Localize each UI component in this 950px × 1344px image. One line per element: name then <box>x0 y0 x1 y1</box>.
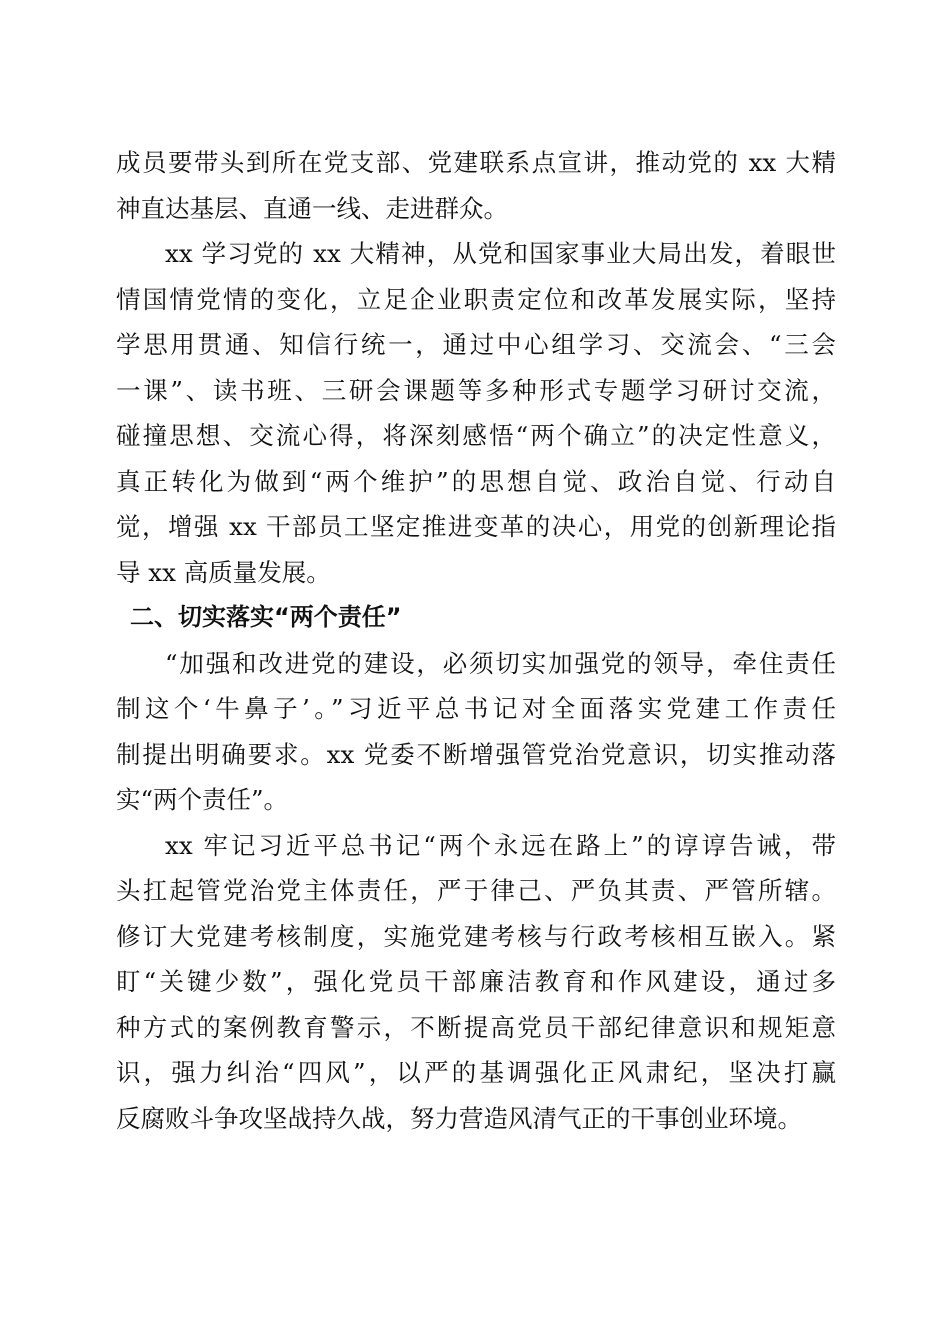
text-line: 盯“关键少数”，强化党员干部廉洁教育和作风建设，通过多 <box>116 967 836 996</box>
text-line: 情国情党情的变化，立足企业职责定位和改革发展实际，坚持 <box>116 284 836 314</box>
text-line: 导 xx 高质量发展。 <box>116 557 331 587</box>
text-line: 一课”、读书班、三研会课题等多种形式专题学习研讨交流， <box>116 375 836 405</box>
text-line: 头扛起管党治党主体责任，严于律己、严负其责、严管所辖。 <box>116 876 836 905</box>
paragraph-4 <box>116 823 836 1142</box>
text-line: 制提出明确要求。xx 党委不断增强管党治党意识，切实推动落 <box>116 739 836 769</box>
text-line: 真正转化为做到“两个维护”的思想自觉、政治自觉、行动自 <box>116 466 836 496</box>
text-line: 学思用贯通、知信行统一，通过中心组学习、交流会、“三会 <box>116 330 836 359</box>
text-line: “加强和改进党的建设，必须切实加强党的领导，牵住责任 <box>165 648 836 678</box>
text-line: 碰撞思想、交流心得，将深刻感悟“两个确立”的决定性意义， <box>116 421 836 450</box>
text-line: 觉，增强 xx 干部员工坚定推进变革的决心，用党的创新理论指 <box>116 512 836 541</box>
section-heading: 二、切实落实“两个责任” <box>130 603 402 631</box>
text-line: 种方式的案例教育警示，不断提高党员干部纪律意识和规矩意 <box>116 1012 836 1042</box>
text-line: 反腐败斗争攻坚战持久战，努力营造风清气正的干事创业环境。 <box>116 1103 802 1133</box>
text-line: xx 牢记习近平总书记“两个永远在路上”的谆谆告诫，带 <box>165 830 836 860</box>
document-body <box>116 140 836 1141</box>
text-line: 成员要带头到所在党支部、党建联系点宣讲，推动党的 xx 大精 <box>116 148 836 177</box>
paragraph-1 <box>116 140 836 231</box>
text-line: 识，强力纠治“四风”，以严的基调强化正风肃纪，坚决打赢 <box>116 1058 836 1087</box>
paragraph-3 <box>116 641 836 823</box>
text-line: 修订大党建考核制度，实施党建考核与行政考核相互嵌入。紧 <box>116 921 836 951</box>
text-line: 实“两个责任”。 <box>116 785 289 814</box>
text-line: xx 学习党的 xx 大精神，从党和国家事业大局出发，着眼世 <box>165 239 836 268</box>
text-line: 制这个‘牛鼻子’。”习近平总书记对全面落实党建工作责任 <box>116 694 836 723</box>
paragraph-2 <box>116 231 836 595</box>
text-line: 神直达基层、直通一线、走进群众。 <box>116 193 508 223</box>
